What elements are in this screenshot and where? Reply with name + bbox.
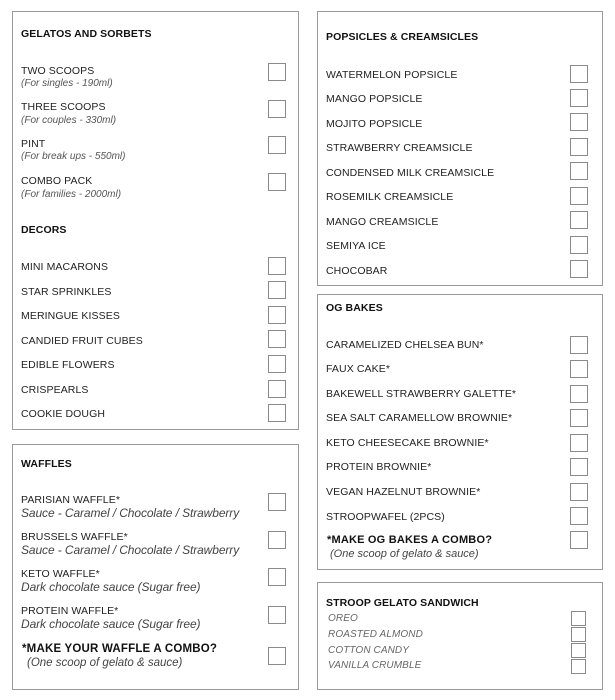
gelato-two-scoops-label: TWO SCOOPS <box>21 65 95 77</box>
gelato-combo-pack-checkbox[interactable] <box>268 173 286 191</box>
pop-semiya-ice-checkbox[interactable] <box>570 236 588 254</box>
waffles-title: WAFFLES <box>21 458 72 470</box>
waffle-parisian-label: PARISIAN WAFFLE* <box>21 494 121 506</box>
waffle-keto-sub: Dark chocolate sauce (Sugar free) <box>21 580 201 594</box>
stroop-vanilla-crumble-checkbox[interactable] <box>571 659 586 674</box>
decor-mini-macarons-label: MINI MACARONS <box>21 261 109 273</box>
og-sea-salt-brownie-label: SEA SALT CARAMELLOW BROWNIE* <box>326 412 513 424</box>
decor-crispearls-label: CRISPEARLS <box>21 384 89 396</box>
og-chelsea-bun-label: CARAMELIZED CHELSEA BUN* <box>326 339 484 351</box>
og-combo-sub: (One scoop of gelato & sauce) <box>330 548 479 560</box>
waffle-combo-checkbox[interactable] <box>268 647 286 665</box>
og-sea-salt-brownie-checkbox[interactable] <box>570 409 588 427</box>
decor-star-sprinkles-label: STAR SPRINKLES <box>21 286 112 298</box>
decor-candied-fruit-cubes-label: CANDIED FRUIT CUBES <box>21 335 143 347</box>
waffle-brussels-label: BRUSSELS WAFFLE* <box>21 531 128 543</box>
pop-condensed-milk-checkbox[interactable] <box>570 162 588 180</box>
og-protein-brownie-checkbox[interactable] <box>570 458 588 476</box>
decor-meringue-kisses-label: MERINGUE KISSES <box>21 310 120 322</box>
pop-condensed-milk-label: CONDENSED MILK CREAMSICLE <box>326 167 495 179</box>
decor-meringue-kisses-checkbox[interactable] <box>268 306 286 324</box>
pop-rosemilk-label: ROSEMILK CREAMSICLE <box>326 191 454 203</box>
og-bakewell-galette-checkbox[interactable] <box>570 385 588 403</box>
pop-mango-label: MANGO POPSICLE <box>326 93 423 105</box>
waffle-brussels-checkbox[interactable] <box>268 531 286 549</box>
decor-cookie-dough-label: COOKIE DOUGH <box>21 408 106 420</box>
waffles-panel <box>12 444 299 690</box>
stroop-oreo-label: OREO <box>328 613 358 624</box>
pop-strawberry-creamsicle-label: STRAWBERRY CREAMSICLE <box>326 142 473 154</box>
gelato-two-scoops-sub: (For singles - 190ml) <box>21 78 113 89</box>
pop-semiya-ice-label: SEMIYA ICE <box>326 240 386 252</box>
waffle-combo-label: *MAKE YOUR WAFFLE A COMBO? <box>22 643 218 655</box>
decor-mini-macarons-checkbox[interactable] <box>268 257 286 275</box>
gelato-combo-pack-label: COMBO PACK <box>21 175 93 187</box>
og-bakewell-galette-label: BAKEWELL STRAWBERRY GALETTE* <box>326 388 517 400</box>
pop-mango-checkbox[interactable] <box>570 89 588 107</box>
gelato-two-scoops-checkbox[interactable] <box>268 63 286 81</box>
decor-candied-fruit-cubes-checkbox[interactable] <box>268 330 286 348</box>
stroop-roasted-almond-checkbox[interactable] <box>571 627 586 642</box>
pop-rosemilk-checkbox[interactable] <box>570 187 588 205</box>
og-combo-label: *MAKE OG BAKES A COMBO? <box>327 534 493 546</box>
stroop-cotton-candy-label: COTTON CANDY <box>328 645 410 656</box>
waffle-protein-sub: Dark chocolate sauce (Sugar free) <box>21 617 201 631</box>
waffle-protein-checkbox[interactable] <box>268 606 286 624</box>
waffle-keto-label: KETO WAFFLE* <box>21 568 100 580</box>
gelato-three-scoops-checkbox[interactable] <box>268 100 286 118</box>
pop-mojito-label: MOJITO POPSICLE <box>326 118 423 130</box>
gelatos-title: GELATOS AND SORBETS <box>21 28 152 40</box>
pop-watermelon-label: WATERMELON POPSICLE <box>326 69 458 81</box>
decors-title: DECORS <box>21 224 67 236</box>
og-keto-cheesecake-brownie-label: KETO CHEESECAKE BROWNIE* <box>326 437 489 449</box>
stroop-roasted-almond-label: ROASTED ALMOND <box>328 629 423 640</box>
stroop-vanilla-crumble-label: VANILLA CRUMBLE <box>328 660 422 671</box>
gelato-three-scoops-sub: (For couples - 330ml) <box>21 115 117 126</box>
popsicles-panel <box>317 11 603 286</box>
og-vegan-hazelnut-brownie-label: VEGAN HAZELNUT BROWNIE* <box>326 486 481 498</box>
decor-star-sprinkles-checkbox[interactable] <box>268 281 286 299</box>
og-bakes-panel <box>317 294 603 570</box>
waffle-brussels-sub: Sauce - Caramel / Chocolate / Strawberry <box>21 543 240 557</box>
waffle-parisian-checkbox[interactable] <box>268 493 286 511</box>
stroop-title: STROOP GELATO SANDWICH <box>326 597 479 609</box>
og-stroopwafel-label: STROOPWAFEL (2PCS) <box>326 511 445 523</box>
waffle-protein-label: PROTEIN WAFFLE* <box>21 605 119 617</box>
og-stroopwafel-checkbox[interactable] <box>570 507 588 525</box>
gelato-combo-pack-sub: (For families - 2000ml) <box>21 189 122 200</box>
pop-mango-creamsicle-checkbox[interactable] <box>570 211 588 229</box>
pop-watermelon-checkbox[interactable] <box>570 65 588 83</box>
pop-mojito-checkbox[interactable] <box>570 113 588 131</box>
pop-mango-creamsicle-label: MANGO CREAMSICLE <box>326 216 439 228</box>
og-chelsea-bun-checkbox[interactable] <box>570 336 588 354</box>
stroop-sandwich-panel <box>317 582 603 690</box>
decor-edible-flowers-checkbox[interactable] <box>268 355 286 373</box>
og-faux-cake-label: FAUX CAKE* <box>326 363 391 375</box>
og-bakes-title: OG BAKES <box>326 302 383 314</box>
gelato-pint-checkbox[interactable] <box>268 136 286 154</box>
popsicles-title: POPSICLES & CREAMSICLES <box>326 31 479 43</box>
og-vegan-hazelnut-brownie-checkbox[interactable] <box>570 483 588 501</box>
og-faux-cake-checkbox[interactable] <box>570 360 588 378</box>
decor-cookie-dough-checkbox[interactable] <box>268 404 286 422</box>
pop-chocobar-checkbox[interactable] <box>570 260 588 278</box>
gelato-three-scoops-label: THREE SCOOPS <box>21 101 106 113</box>
og-combo-checkbox[interactable] <box>570 531 588 549</box>
stroop-cotton-candy-checkbox[interactable] <box>571 643 586 658</box>
og-keto-cheesecake-brownie-checkbox[interactable] <box>570 434 588 452</box>
pop-strawberry-creamsicle-checkbox[interactable] <box>570 138 588 156</box>
gelatos-decors-panel <box>12 11 299 430</box>
gelato-pint-sub: (For break ups - 550ml) <box>21 151 126 162</box>
waffle-parisian-sub: Sauce - Caramel / Chocolate / Strawberry <box>21 506 240 520</box>
pop-chocobar-label: CHOCOBAR <box>326 265 388 277</box>
decor-edible-flowers-label: EDIBLE FLOWERS <box>21 359 115 371</box>
og-protein-brownie-label: PROTEIN BROWNIE* <box>326 461 432 473</box>
waffle-keto-checkbox[interactable] <box>268 568 286 586</box>
gelato-pint-label: PINT <box>21 138 46 150</box>
waffle-combo-sub: (One scoop of gelato & sauce) <box>27 657 183 669</box>
decor-crispearls-checkbox[interactable] <box>268 380 286 398</box>
stroop-oreo-checkbox[interactable] <box>571 611 586 626</box>
